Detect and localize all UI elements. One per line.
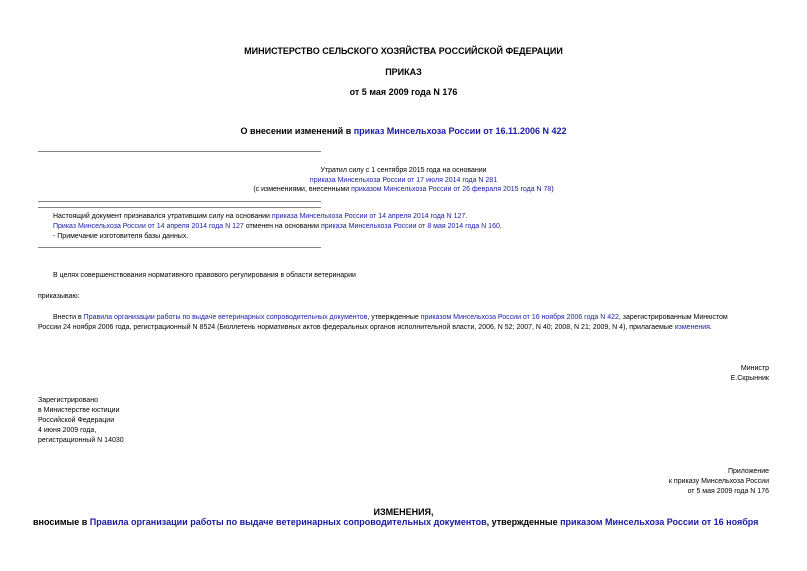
- registration-line-2: в Министерстве юстиции: [38, 407, 120, 414]
- appendix-line-1: Приложение: [727, 468, 769, 475]
- changes-sub-middle: , утвержденные: [486, 517, 561, 527]
- order-422-link[interactable]: приказом Минсельхоза России от 16 ноября 2006 года N 422: [420, 314, 619, 321]
- registration-line-3: Российской Федерации: [38, 417, 115, 424]
- note-link-127[interactable]: приказа Минсельхоза России от 14 апреля 2014 года N 127: [271, 213, 466, 220]
- main-p-line2: России 24 ноября 2006 года, регистрационный N 8524 (Бюллетень нормативных актов федеральных органов исполнительной власти, 2006, N 52; 2007, N 40; 2008, N 21; 2009, N 4), прилагаемые: [38, 324, 675, 331]
- doc-title: [0, 126, 807, 137]
- signature-name: Е.Скрынник: [730, 375, 769, 382]
- changes-rules-link[interactable]: Правила организации работы по выдаче ветеринарных сопроводительных документов: [89, 517, 487, 527]
- doc-type: ПРИКАЗ: [385, 67, 422, 77]
- registration-line-1: Зарегистрировано: [38, 397, 98, 404]
- main-p-b: , утвержденные: [367, 314, 421, 321]
- doc-title-prefix: О внесении изменений в: [240, 126, 354, 136]
- doc-date-number: от 5 мая 2009 года N 176: [349, 87, 458, 97]
- note-link-127-cancelled[interactable]: Приказ Минсельхоза России от 14 апреля 2014 года N 127: [53, 223, 244, 230]
- main-p-end: .: [709, 324, 712, 331]
- status-link-2014[interactable]: приказа Минсельхоза России от 17 июля 2014 года N 281: [309, 177, 498, 184]
- note-top-rule: [38, 207, 321, 208]
- status-line-3-suffix: ): [551, 186, 554, 193]
- note-line-1-suffix: .: [465, 213, 468, 220]
- status-line-1: Утратил силу с 1 сентября 2015 года на основании: [320, 167, 487, 174]
- note-line-3: - Примечание изготовителя базы данных.: [53, 233, 189, 240]
- status-link-2015[interactable]: приказом Минсельхоза России от 26 февраля 2015 года N 78: [351, 186, 552, 193]
- note-line-2-middle: отменен на основании: [243, 223, 321, 230]
- preamble-paragraph: В целях совершенствования нормативного правового регулирования в области ветеринарии: [53, 272, 356, 279]
- note-line-1: [53, 212, 467, 221]
- note-line-2-suffix: .: [499, 223, 502, 230]
- main-paragraph-line-1: [53, 313, 728, 322]
- status-top-rule: [38, 151, 321, 152]
- doc-title-link[interactable]: приказ Минсельхоза России от 16.11.2006 N 422: [353, 126, 567, 136]
- changes-subheading: [33, 517, 758, 528]
- main-p-c: , зарегистрированным Минюстом: [618, 314, 728, 321]
- changes-sub-prefix: вносимые в: [33, 517, 90, 527]
- note-line-1-prefix: Настоящий документ признавался утратившим силу на основании: [53, 213, 272, 220]
- note-line-2: [53, 222, 502, 231]
- status-line-3-prefix: (с изменениями, внесенными: [253, 186, 352, 193]
- main-paragraph-line-2: [38, 323, 712, 332]
- signature-position: Министр: [740, 365, 769, 372]
- order-word: приказываю:: [38, 293, 80, 300]
- status-line-3: [0, 185, 807, 194]
- ministry-heading: МИНИСТЕРСТВО СЕЛЬСКОГО ХОЗЯЙСТВА РОССИЙСКОЙ ФЕДЕРАЦИИ: [244, 46, 563, 56]
- appendix-line-3: от 5 мая 2009 года N 176: [687, 488, 769, 495]
- changes-link[interactable]: изменения: [674, 324, 710, 331]
- rules-link[interactable]: Правила организации работы по выдаче ветеринарных сопроводительных документов: [83, 314, 368, 321]
- note-bottom-rule: [38, 247, 321, 248]
- registration-line-4: 4 июня 2009 года,: [38, 427, 97, 434]
- changes-heading: ИЗМЕНЕНИЯ,: [373, 507, 434, 517]
- appendix-line-2: к приказу Минсельхоза России: [668, 478, 769, 485]
- note-link-160[interactable]: приказа Минсельхоза России от 8 мая 2014 года N 160: [320, 223, 500, 230]
- changes-order-link[interactable]: приказом Минсельхоза России от 16 ноября: [560, 517, 759, 527]
- registration-line-5: регистрационный N 14030: [38, 437, 124, 444]
- main-p-a: Внести в: [53, 314, 84, 321]
- status-bottom-rule: [38, 201, 321, 202]
